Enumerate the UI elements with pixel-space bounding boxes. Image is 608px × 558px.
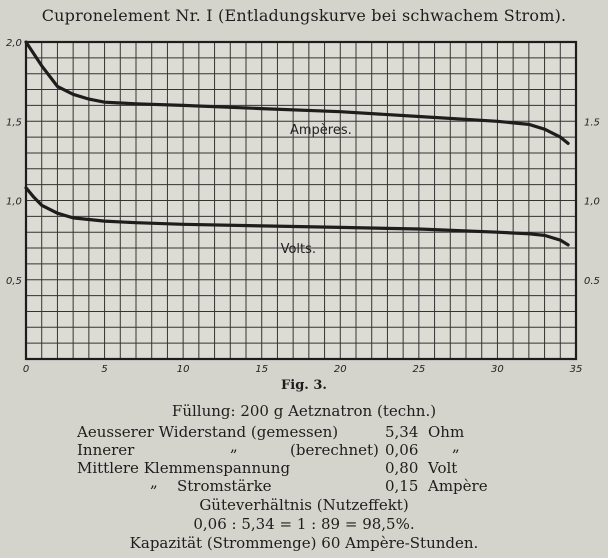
chart-title: Cupronelement Nr. I (Entladungskurve bei schwachem Strom). [41, 6, 567, 25]
x-tick-label: 5 [101, 364, 108, 375]
x-tick-label: 10 [176, 364, 190, 375]
caption-row-value: 0,80 [385, 459, 419, 477]
caption-row-label: Aeusserer Widerstand (gemessen) [77, 423, 339, 441]
figure-label: Fig. 3. [281, 378, 327, 393]
caption-row-unit: Ampère [428, 477, 488, 495]
caption-row-label: Stromstärke [177, 477, 272, 495]
caption-row-unit: Ohm [428, 423, 465, 441]
grid [26, 42, 576, 359]
caption-row-value: 0,06 [385, 441, 419, 459]
y-right-tick-label: 1.5 [584, 117, 600, 129]
y-left-tick-label: 1,5 [6, 117, 22, 129]
y-right-tick-label: 0.5 [584, 275, 600, 287]
x-tick-label: 35 [569, 364, 583, 375]
x-tick-label: 0 [22, 364, 30, 375]
caption-row-label: Mittlere Klemmenspannung [77, 459, 291, 477]
caption-row-ditto: „ [150, 473, 158, 491]
series-label-amperes: Ampères. [290, 123, 352, 139]
caption-row-label2: (berechnet) [290, 441, 379, 459]
caption-row-unit: Volt [428, 459, 458, 477]
caption-efficiency-formula: 0,06 : 5,34 = 1 : 89 = 98,5%. [193, 515, 415, 533]
caption-capacity: Kapazität (Strommenge) 60 Ampère-Stunden. [129, 534, 479, 552]
caption-row-value: 0,15 [385, 477, 419, 495]
y-right-tick-label: 1,0 [584, 196, 600, 208]
caption-efficiency-title: Güteverhältnis (Nutzeffekt) [199, 496, 409, 514]
y-left-tick-label: 1,0 [6, 196, 22, 208]
x-tick-label: 15 [255, 364, 269, 375]
x-tick-label: 30 [491, 364, 504, 375]
caption-row-label: Innerer [77, 441, 135, 459]
y-left-tick-label: 2,0 [6, 38, 22, 49]
series-label-volts: Volts. [280, 242, 317, 258]
caption-row-value: 5,34 [385, 423, 419, 441]
x-tick-label: 20 [333, 364, 347, 375]
caption-row-unit: „ [452, 437, 460, 455]
x-tick-label: 25 [412, 364, 426, 375]
caption-filling: Füllung: 200 g Aetznatron (techn.) [171, 402, 437, 420]
y-left-tick-label: 0,5 [6, 275, 22, 287]
caption-row-ditto: „ [230, 437, 238, 455]
